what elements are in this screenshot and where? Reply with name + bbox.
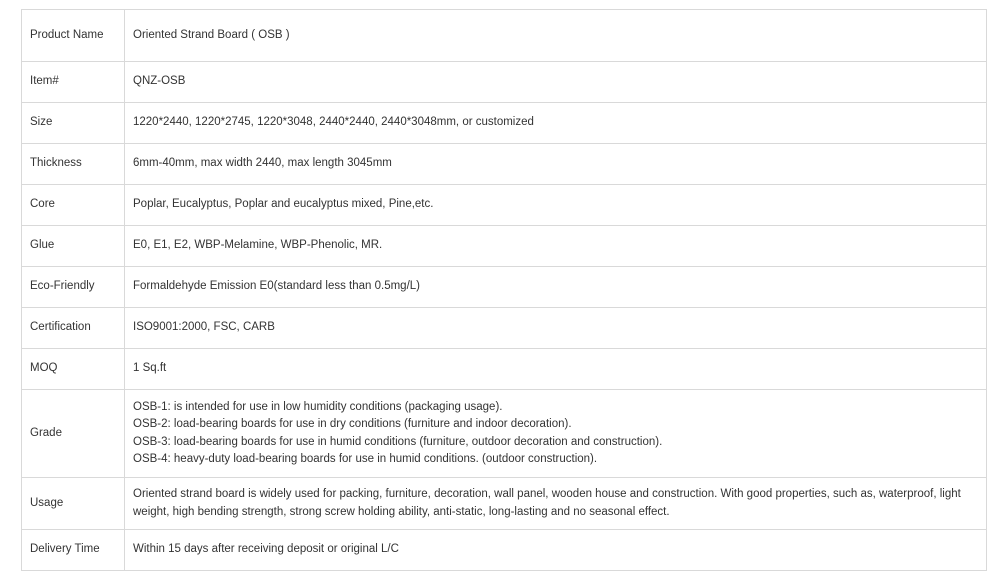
value-line: OSB-4: heavy-duty load-bearing boards for use in humid conditions. (outdoor construction).	[133, 453, 598, 465]
value-line: OSB-2: load-bearing boards for use in dry conditions (furniture and indoor decoration).	[133, 418, 572, 430]
table-row-grade	[22, 390, 987, 478]
table-row-moq	[22, 349, 987, 390]
table-row-delivery-time	[22, 530, 987, 571]
table-row-eco-friendly	[22, 267, 987, 308]
value-line: ISO9001:2000, FSC, CARB	[133, 321, 275, 334]
row-value	[125, 267, 987, 308]
row-label: Eco-Friendly	[22, 267, 125, 308]
row-label: Item#	[22, 62, 125, 103]
value-line: 1 Sq.ft	[133, 362, 167, 375]
row-label: MOQ	[22, 349, 125, 390]
table-row-product-name	[22, 10, 987, 62]
value-line: 1220*2440, 1220*2745, 1220*3048, 2440*2440, 2440*3048mm, or customized	[133, 116, 534, 129]
value-line: OSB-3: load-bearing boards for use in humid conditions (furniture, outdoor decoration and construction).	[133, 435, 663, 448]
value-line: QNZ-OSB	[133, 75, 186, 88]
table-row-thickness	[22, 144, 987, 185]
table-row-usage	[22, 478, 987, 530]
value-line: Oriented strand board is widely used for packing, furniture, decoration, wall panel, wooden house and construction. With good properties, such as, waterproof, light weight, high bending strength, strong screw holding ability, anti-static, long-lasting and no seasonal effect.	[133, 488, 961, 518]
table-row-item	[22, 62, 987, 103]
value-line: Formaldehyde Emission E0(standard less than 0.5mg/L)	[133, 280, 421, 293]
row-value	[125, 185, 987, 226]
row-label: Size	[22, 103, 125, 144]
row-value	[125, 390, 987, 478]
row-label: Product Name	[22, 10, 125, 62]
row-value	[125, 103, 987, 144]
row-value	[125, 530, 987, 571]
row-label: Certification	[22, 308, 125, 349]
row-label: Core	[22, 185, 125, 226]
row-label: Glue	[22, 226, 125, 267]
product-spec-table	[21, 9, 987, 571]
table-row-certification	[22, 308, 987, 349]
row-value	[125, 62, 987, 103]
value-line: Within 15 days after receiving deposit or original L/C	[133, 543, 399, 556]
value-line: 6mm-40mm, max width 2440, max length 3045mm	[133, 157, 392, 170]
table-row-core	[22, 185, 987, 226]
table-row-size	[22, 103, 987, 144]
value-line: Poplar, Eucalyptus, Poplar and eucalyptus mixed, Pine,etc.	[133, 198, 434, 211]
row-label: Delivery Time	[22, 530, 125, 571]
table-row-glue	[22, 226, 987, 267]
value-line: Oriented Strand Board ( OSB )	[133, 28, 290, 41]
row-value	[125, 10, 987, 62]
row-label: Usage	[22, 478, 125, 530]
value-line: OSB-1: is intended for use in low humidity conditions (packaging usage).	[133, 400, 503, 413]
row-label: Grade	[22, 390, 125, 478]
value-line: E0, E1, E2, WBP-Melamine, WBP-Phenolic, MR.	[133, 239, 383, 252]
row-value	[125, 349, 987, 390]
row-label: Thickness	[22, 144, 125, 185]
row-value	[125, 308, 987, 349]
row-value	[125, 226, 987, 267]
row-value	[125, 144, 987, 185]
row-value	[125, 478, 987, 530]
